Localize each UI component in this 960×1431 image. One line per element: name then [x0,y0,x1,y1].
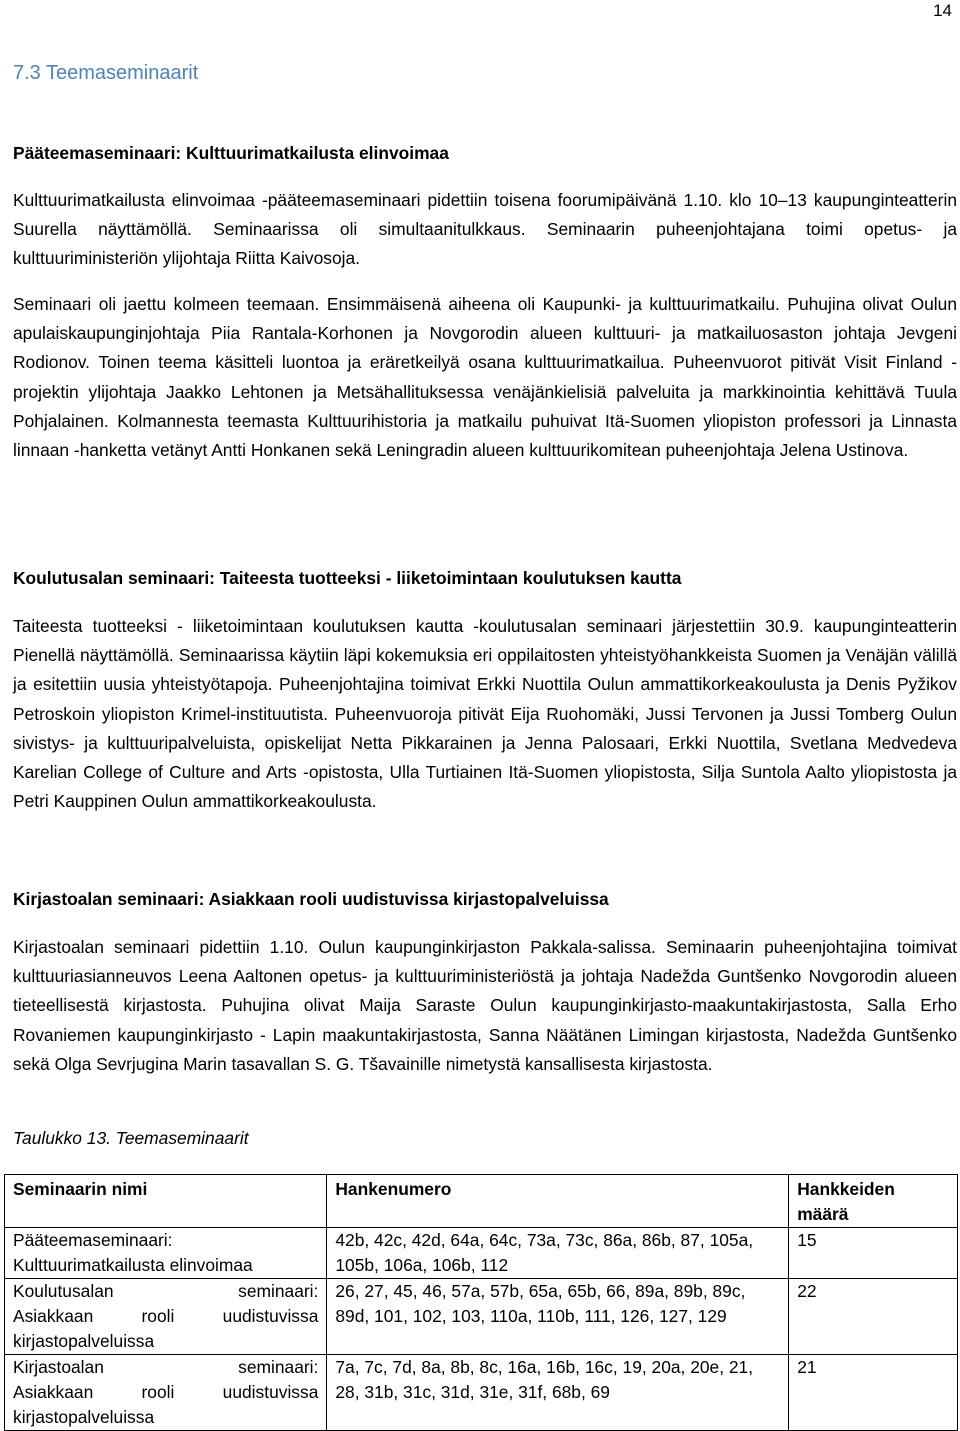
seminar3-paragraph: Kirjastoalan seminaari pidettiin 1.10. Oulun kaupunginkirjaston Pakkala-salissa. Seminaarin puheenjohtajina toimivat kulttuuriasianneuvos Leena Aaltonen opetus- ja kulttuuriministeriöstä ja johtaja Nadežda Guntšenko Novgorodin alueen tieteellisestä kirjastosta. Puhujina olivat Maija Saraste Oulun kaupunginkirjasto-maakuntakirjastosta, Salla Erho Rovaniemen kaupunginkirjasto - Lapin maakuntakirjastosta, Sanna Näätänen Limingan kirjastosta, Nadežda Guntšenko sekä Olga Sevrjugina Marin tasavallan S. G. Tšavainille nimetystä kansallisesta kirjastosta. [13,937,957,1074]
table-header-numbers: Hankenumero [327,1175,789,1228]
table-cell-name [5,1228,327,1279]
seminar1-title: Pääteemaseminaari: Kulttuurimatkailusta elinvoimaa [13,143,449,163]
table-cell-name-line: Asiakkaan rooli uudistuvissa [13,1382,319,1402]
table-caption: Taulukko 13. Teemaseminaarit [13,1128,249,1148]
table-cell-numbers: 42b, 42c, 42d, 64a, 64c, 73a, 73c, 86a, 86b, 87, 105a, 105b, 106a, 106b, 112 [327,1228,789,1279]
table-row [5,1355,958,1431]
table-cell-count: 22 [789,1279,958,1355]
section-heading: 7.3 Teemaseminaarit [13,62,199,84]
table-row [5,1228,958,1279]
table-header-count: Hankkeiden määrä [789,1175,958,1228]
table-cell-name [5,1279,327,1355]
table-cell-name [5,1355,327,1431]
table-cell-name-line: Kulttuurimatkailusta elinvoimaa [13,1255,253,1275]
table-cell-name-line: Kirjastoalan seminaari: [13,1357,319,1377]
table-row [5,1279,958,1355]
table-cell-name-line: Pääteemaseminaari: [13,1230,173,1250]
table-cell-count: 15 [789,1228,958,1279]
page-number: 14 [933,1,952,20]
seminar1-paragraph-1: Kulttuurimatkailusta elinvoimaa -pääteemaseminaari pidettiin toisena foorumipäivänä 1.10. klo 10–13 kaupunginteatterin Suurella näyttämöllä. Seminaarissa oli simultaanitulkkaus. Seminaarin puheenjohtajana toimi opetus- ja kulttuuriministeriön ylijohtaja Riitta Kaivosoja. [13,190,957,269]
table-header-name: Seminaarin nimi [5,1175,327,1228]
table-header-row [5,1175,958,1228]
table-cell-name-line: kirjastopalveluissa [13,1407,155,1427]
seminar1-paragraph-2: Seminaari oli jaettu kolmeen teemaan. Ensimmäisenä aiheena oli Kaupunki- ja kulttuurimatkailu. Puhujina olivat Oulun apulaiskaupunginjohtaja Piia Rantala-Korhonen ja Novgorodin alueen kulttuuri- ja matkailuosaston johtaja Jevgeni Rodionov. Toinen teema käsitteli luontoa ja eräretkeilyä osana kulttuurimatkailua. Puheenvuorot pitivät Visit Finland -projektin ylijohtaja Jaakko Lehtonen ja Metsähallituksessa venäjänkielisiä palveluita ja markkinointia kehittävä Tuula Pohjalainen. Kolmannesta teemasta Kulttuurihistoria ja matkailu puhuivat Itä-Suomen yliopiston professori ja Linnasta linnaan -hanketta vetänyt Antti Honkanen sekä Leningradin alueen kulttuurikomitean puheenjohtaja Jelena Ustinova. [13,294,957,461]
table-cell-name-line: Koulutusalan seminaari: [13,1281,319,1301]
table-cell-numbers: 7a, 7c, 7d, 8a, 8b, 8c, 16a, 16b, 16c, 19, 20a, 20e, 21, 28, 31b, 31c, 31d, 31e, 31f, 68b, 69 [327,1355,789,1431]
seminar-table [4,1174,958,1431]
seminar2-title: Koulutusalan seminaari: Taiteesta tuotteeksi - liiketoimintaan koulutuksen kautta [13,568,682,588]
table-cell-name-line: kirjastopalveluissa [13,1331,155,1351]
seminar3-title: Kirjastoalan seminaari: Asiakkaan rooli uudistuvissa kirjastopalveluissa [13,889,609,909]
seminar2-paragraph: Taiteesta tuotteeksi - liiketoimintaan koulutuksen kautta -koulutusalan seminaari järjestettiin 30.9. kaupunginteatterin Pienellä näyttämöllä. Seminaarissa käytiin läpi kokemuksia eri oppilaitosten yhteistyöhankkeista Suomen ja Venäjän välillä ja esitettiin uusia yhteistyötapoja. Puheenjohtajina toimivat Erkki Nuottila Oulun ammattikorkeakoulusta ja Denis Pyžikov Petroskoin yliopiston Krimel-instituutista. Puheenvuoroja pitivät Eija Ruohomäki, Jussi Tervonen ja Jussi Tomberg Oulun sivistys- ja kulttuuripalveluista, opiskelijat Netta Pikkarainen ja Jenna Palosaari, Erkki Nuottila, Svetlana Medvedeva Karelian College of Culture and Arts -opistosta, Ulla Turtiainen Itä-Suomen yliopistosta, Silja Suntola Aalto yliopistosta ja Petri Kauppinen Oulun ammattikorkeakoulusta. [13,616,957,812]
table-cell-count: 21 [789,1355,958,1431]
table-cell-numbers: 26, 27, 45, 46, 57a, 57b, 65a, 65b, 66, 89a, 89b, 89c, 89d, 101, 102, 103, 110a, 110b, 111, 126, 127, 129 [327,1279,789,1355]
table-cell-name-line: Asiakkaan rooli uudistuvissa [13,1306,319,1326]
